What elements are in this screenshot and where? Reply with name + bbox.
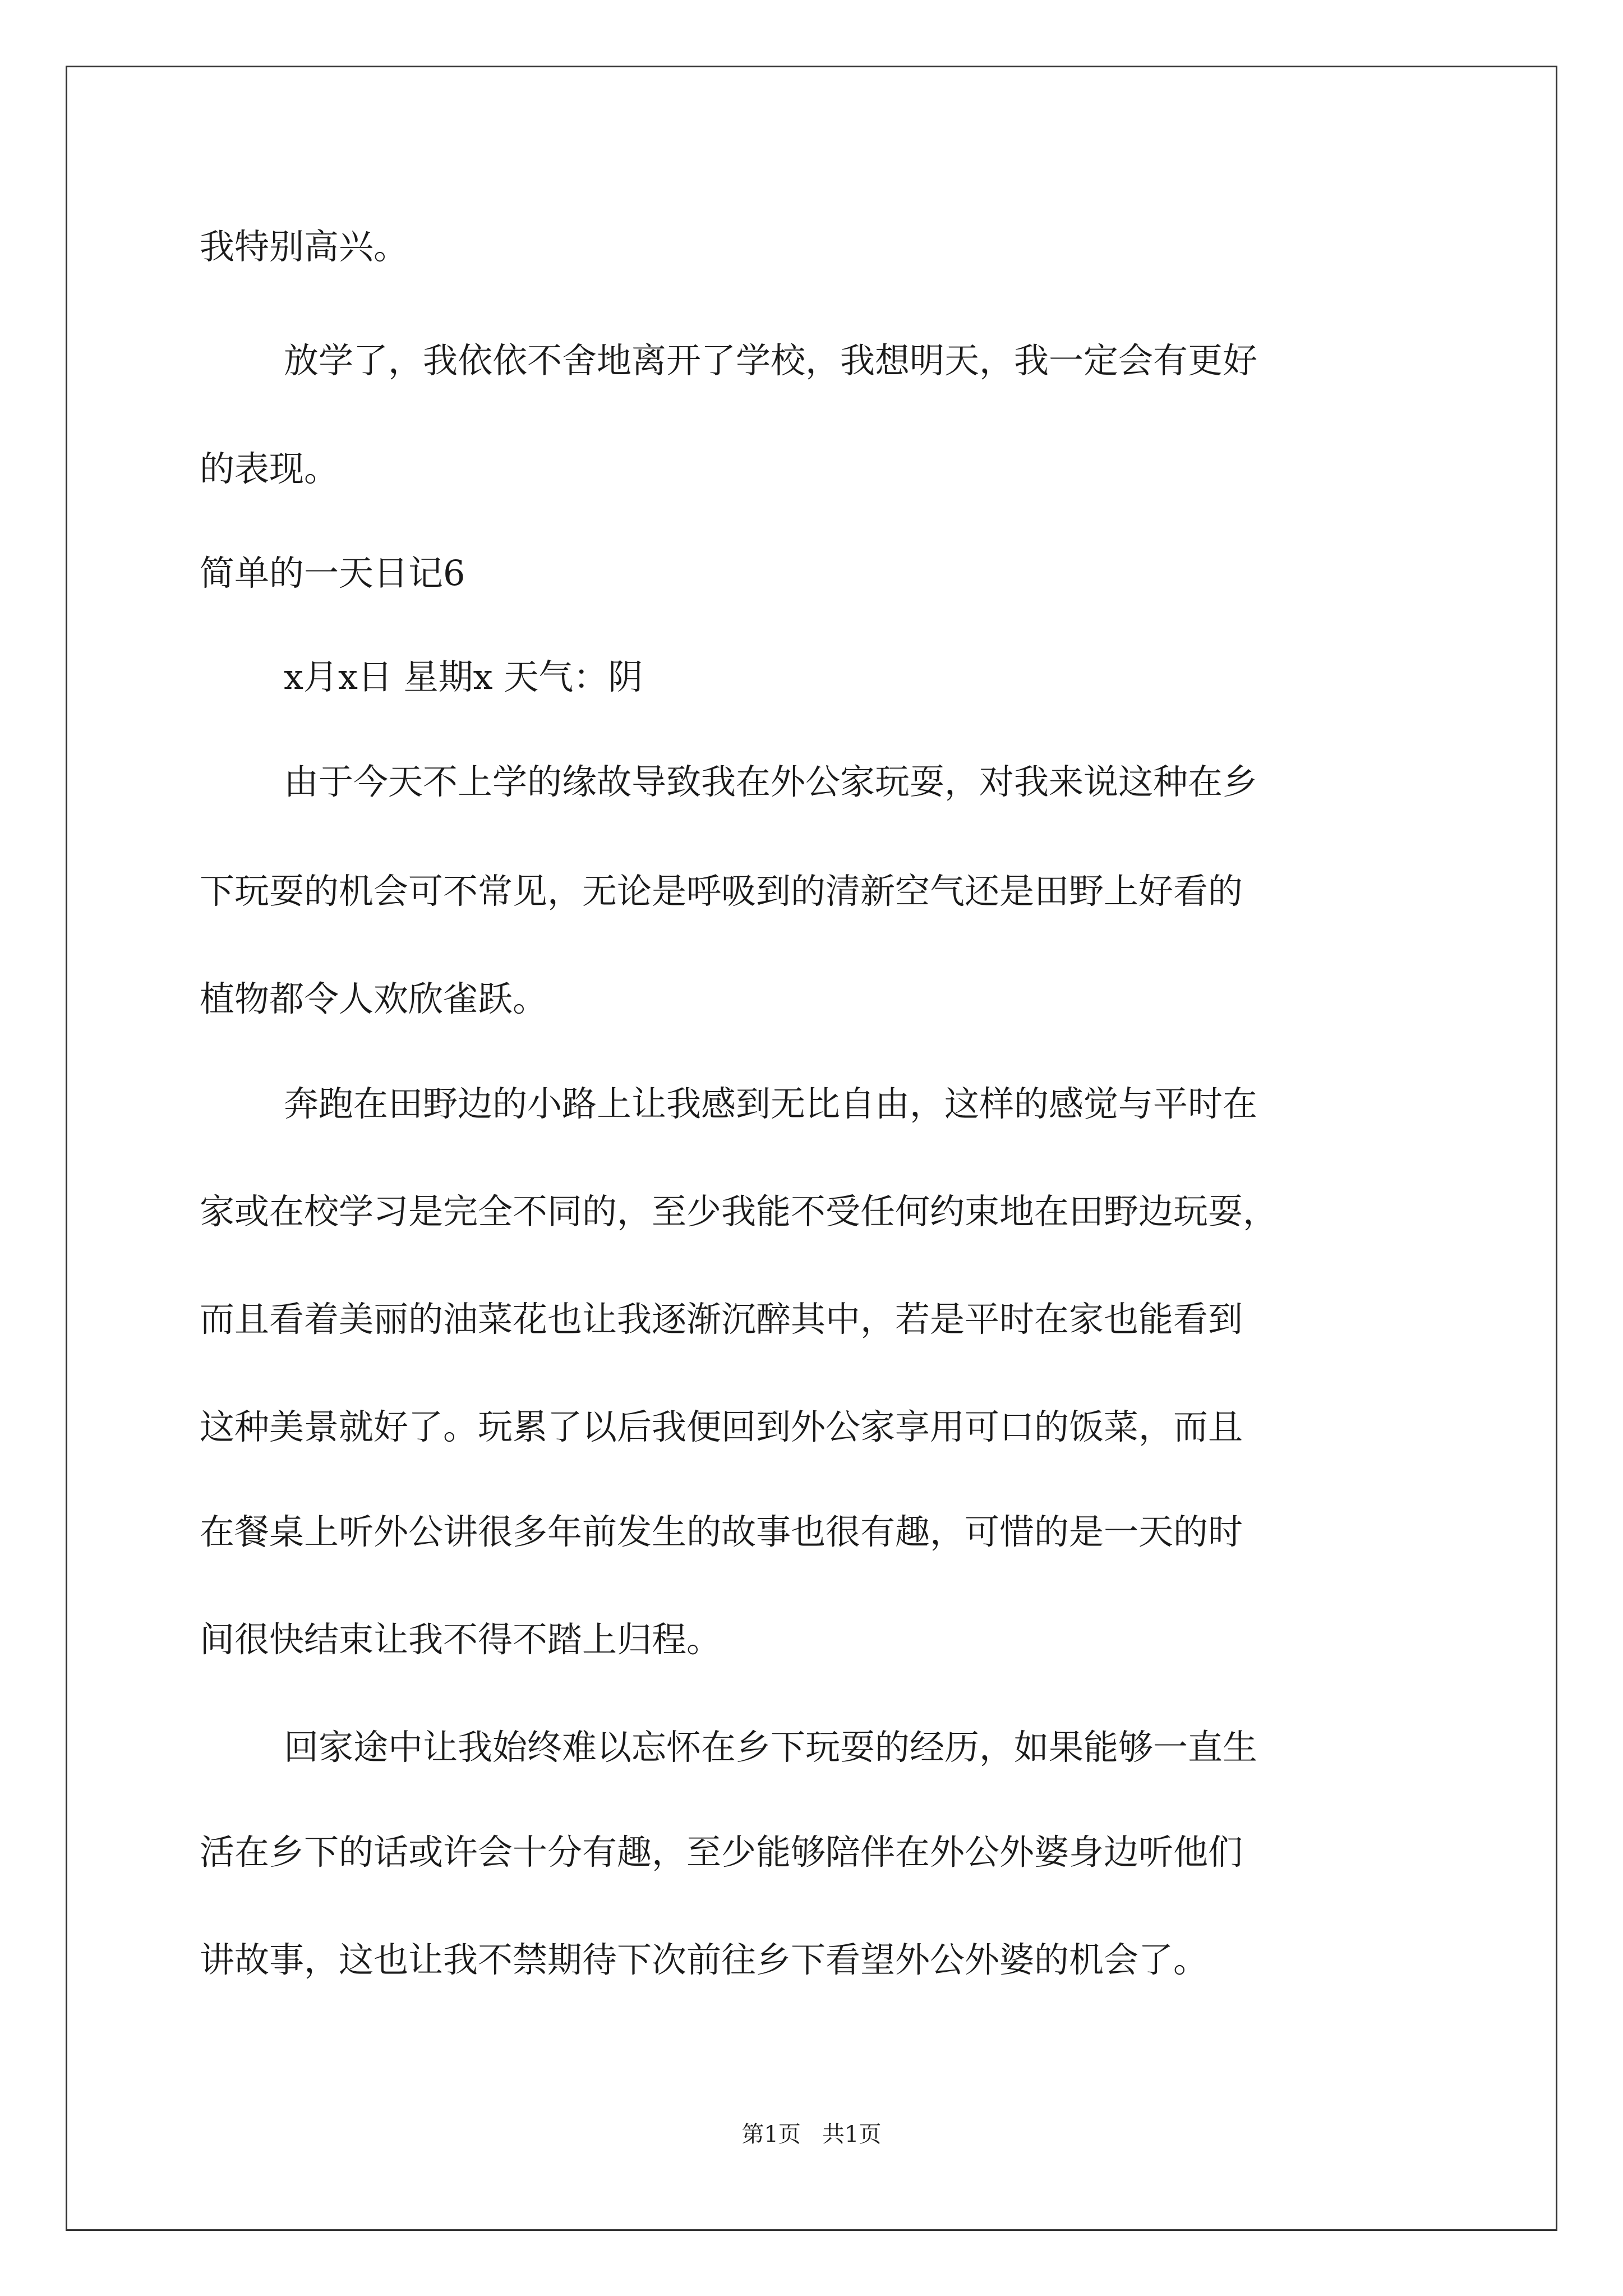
section-heading: 简单的一天日记6: [200, 553, 465, 593]
text-line: 家或在校学习是完全不同的，至少我能不受任何约束地在田野边玩耍，: [200, 1191, 1278, 1232]
text-line: 下玩耍的机会可不常见，无论是呼吸到的清新空气还是田野上好看的: [200, 871, 1243, 912]
text-line: 放学了，我依依不舍地离开了学校，我想明天，我一定会有更好: [284, 340, 1258, 381]
page-border: [66, 66, 1557, 2231]
text-line: 间很快结束让我不得不踏上归程。: [200, 1619, 722, 1660]
text-line: 由于今天不上学的缘故导致我在外公家玩耍，对我来说这种在乡: [284, 761, 1258, 802]
text-line: 讲故事，这也让我不禁期待下次前往乡下看望外公外婆的机会了。: [200, 1939, 1209, 1980]
text-line: 的表现。: [200, 448, 339, 489]
text-line: 回家途中让我始终难以忘怀在乡下玩耍的经历，如果能够一直生: [284, 1727, 1258, 1768]
text-line: 这种美景就好了。玩累了以后我便回到外公家享用可口的饭菜，而且: [200, 1406, 1243, 1447]
text-line: 在餐桌上听外公讲很多年前发生的故事也很有趣，可惜的是一天的时: [200, 1511, 1243, 1552]
page-footer: 第1页 共1页: [741, 2122, 882, 2147]
text-line: 活在乡下的话或许会十分有趣，至少能够陪伴在外公外婆身边听他们: [200, 1832, 1243, 1872]
date-weather-line: x月x日 星期x 天气：阴: [284, 656, 643, 697]
text-line: 植物都令人欢欣雀跃。: [200, 978, 548, 1019]
text-line: 而且看着美丽的油菜花也让我逐渐沉醉其中，若是平时在家也能看到: [200, 1299, 1243, 1340]
text-line: 奔跑在田野边的小路上让我感到无比自由，这样的感觉与平时在: [284, 1083, 1258, 1124]
text-line: 我特别高兴。: [200, 226, 409, 267]
